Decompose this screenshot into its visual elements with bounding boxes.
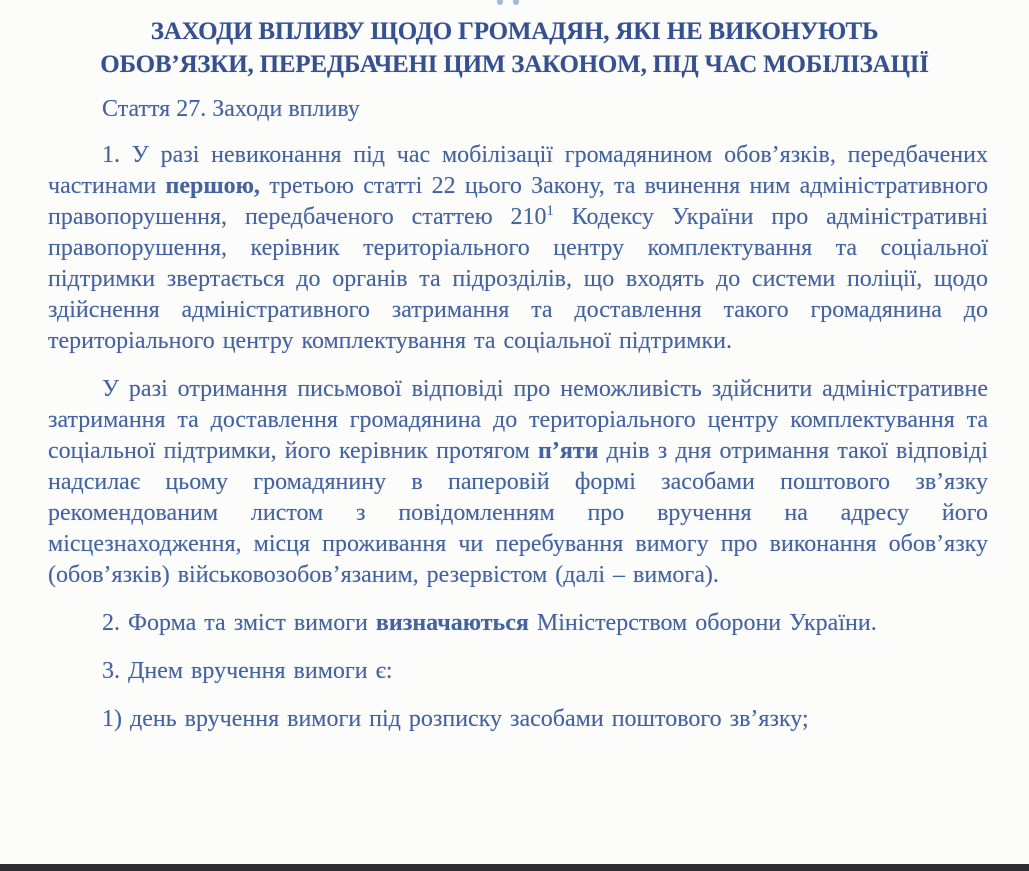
text-run: 1. У разі невиконання під час мобілізації громадянином обов’язків, передбачених частинами xyxy=(48,142,988,199)
cut-off-letter-tip xyxy=(497,0,503,5)
text-run: днів з дня отримання такої відповіді надсилає цьому громадянину в паперовій формі засобами поштового зв’язку рекомендованим листом з повідомленням про вручення на адресу його місцезнаходження, місця проживання чи перебування вимогу про виконання обов’язку (обов’язків) військовозобов’язаним, резервістом (далі – вимога). xyxy=(48,438,988,588)
bold-text: першою, xyxy=(165,173,260,199)
bold-text: п’яти xyxy=(538,438,599,464)
text-run: Міністерством оборони України. xyxy=(528,610,877,636)
cut-off-text-remnant xyxy=(497,0,527,6)
paragraph xyxy=(48,140,988,357)
superscript-note: 1 xyxy=(546,203,554,219)
text-run: Кодексу України про адміністративні правопорушення, керівник територіального центру комплектування та соціальної підтримки звертається до органів та підрозділів, що входять до системи поліції, щодо здійснення адміністративного затримання та доставлення такого громадянина до територіального центру комплектування та соціальної підтримки. xyxy=(48,204,988,354)
section-heading-line1: ЗАХОДИ ВПЛИВУ ЩОДО ГРОМАДЯН, ЯКІ НЕ ВИКОНУЮТЬ xyxy=(150,18,879,45)
paragraph xyxy=(48,704,988,735)
section-heading xyxy=(0,0,1029,81)
section-heading-line2: ОБОВ’ЯЗКИ, ПЕРЕДБАЧЕНІ ЦИМ ЗАКОНОМ, ПІД ЧАС МОБІЛІЗАЦІЇ xyxy=(100,51,929,78)
paragraph xyxy=(48,656,988,687)
cut-off-letter-tip xyxy=(513,0,519,5)
text-run: У разі отримання письмової відповіді про неможливість здійснити адміністративне затримання та доставлення громадянина до територіального центру комплектування та соціальної підтримки, його керівник протягом xyxy=(48,376,988,464)
article-title: Стаття 27. Заходи впливу xyxy=(102,96,360,122)
text-run: 2. Форма та зміст вимоги xyxy=(102,610,376,636)
paragraph xyxy=(48,608,988,639)
document-body xyxy=(48,140,988,735)
paragraph xyxy=(48,374,988,591)
bold-text: визначаються xyxy=(375,610,529,636)
bottom-border-bar xyxy=(0,864,1029,871)
text-run: 1) день вручення вимоги під розписку засобами поштового зв’язку; xyxy=(102,706,809,732)
text-run: 3. Днем вручення вимоги є: xyxy=(102,658,393,684)
text-run: третьою статті 22 цього Закону, та вчинення ним адміністративного правопорушення, передбаченого статтею 210 xyxy=(48,173,989,230)
